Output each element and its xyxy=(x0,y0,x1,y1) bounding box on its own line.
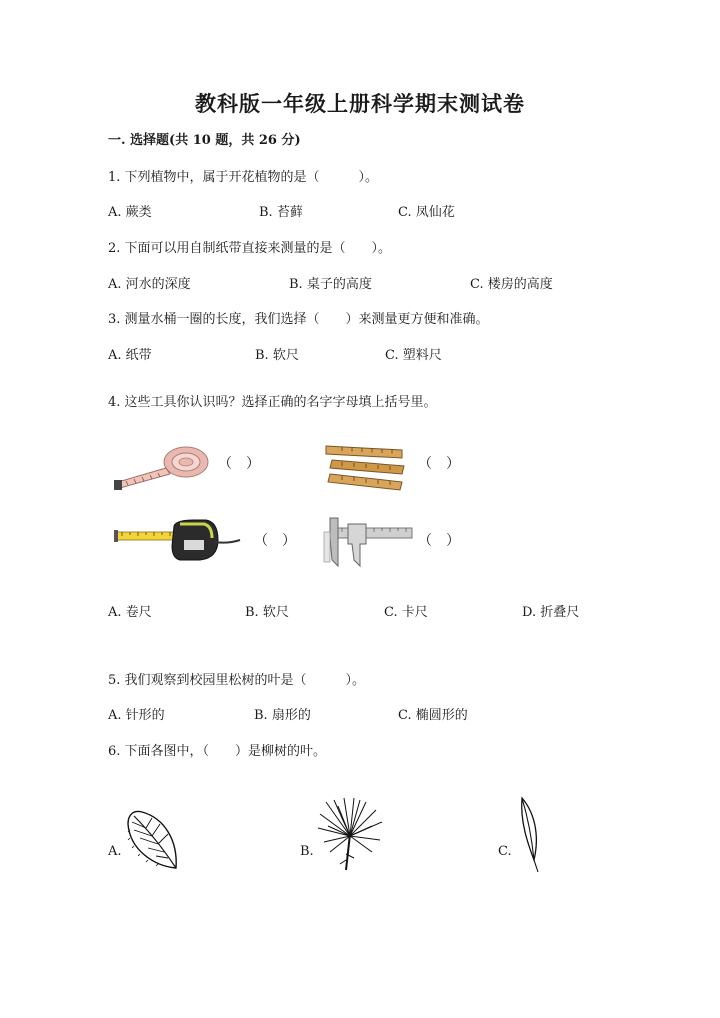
q4-blank-3[interactable]: （ ） xyxy=(254,533,296,549)
soft-tape-measure-image xyxy=(112,440,212,492)
q4-option-b[interactable]: B. 软尺 xyxy=(245,605,289,620)
q5-option-c[interactable]: C. 椭圆形的 xyxy=(398,708,468,723)
question-3: 3. 测量水桶一圈的长度，我们选择（ ）来测量更方便和准确。 xyxy=(108,312,489,327)
q4-option-d[interactable]: D. 折叠尺 xyxy=(522,605,580,620)
q5-option-b[interactable]: B. 扇形的 xyxy=(254,708,311,723)
vernier-caliper-image xyxy=(322,514,414,570)
q2-option-a[interactable]: A. 河水的深度 xyxy=(108,277,191,292)
q4-blank-1[interactable]: （ ） xyxy=(218,456,260,472)
q6-option-b[interactable]: B. xyxy=(300,844,314,859)
question-2: 2. 下面可以用自制纸带直接来测量的是（ ）。 xyxy=(108,241,392,256)
q4-option-c[interactable]: C. 卡尺 xyxy=(384,605,428,620)
q5-option-a[interactable]: A. 针形的 xyxy=(108,708,165,723)
q1-option-c[interactable]: C. 凤仙花 xyxy=(398,205,455,220)
q4-blank-4[interactable]: （ ） xyxy=(418,533,460,549)
question-4: 4. 这些工具你认识吗？选择正确的名字字母填上括号里。 xyxy=(108,395,437,410)
question-1: 1. 下列植物中，属于开花植物的是（ ）。 xyxy=(108,170,379,185)
pine-needle-leaf-image xyxy=(316,796,386,872)
folding-ruler-image xyxy=(322,440,408,492)
question-5: 5. 我们观察到校园里松树的叶是（ ）。 xyxy=(108,673,366,688)
q6-option-c[interactable]: C. xyxy=(498,844,512,859)
q3-option-b[interactable]: B. 软尺 xyxy=(255,348,299,363)
q4-option-a[interactable]: A. 卷尺 xyxy=(108,605,152,620)
page-title: 教科版一年级上册科学期末测试卷 xyxy=(195,91,525,116)
q3-option-a[interactable]: A. 纸带 xyxy=(108,348,152,363)
serrated-leaf-image xyxy=(124,806,184,872)
q2-option-c[interactable]: C. 楼房的高度 xyxy=(470,277,553,292)
willow-leaf-image xyxy=(510,794,546,874)
q1-option-b[interactable]: B. 苔藓 xyxy=(259,205,303,220)
question-6: 6. 下面各图中，（ ）是柳树的叶。 xyxy=(108,744,327,759)
q4-blank-2[interactable]: （ ） xyxy=(418,456,460,472)
section-heading: 一. 选择题(共 10 题，共 26 分) xyxy=(108,133,301,148)
q6-option-a[interactable]: A. xyxy=(108,844,122,859)
q1-option-a[interactable]: A. 蕨类 xyxy=(108,205,152,220)
q2-option-b[interactable]: B. 桌子的高度 xyxy=(289,277,372,292)
q3-option-c[interactable]: C. 塑料尺 xyxy=(385,348,442,363)
retractable-tape-measure-image xyxy=(114,518,242,562)
